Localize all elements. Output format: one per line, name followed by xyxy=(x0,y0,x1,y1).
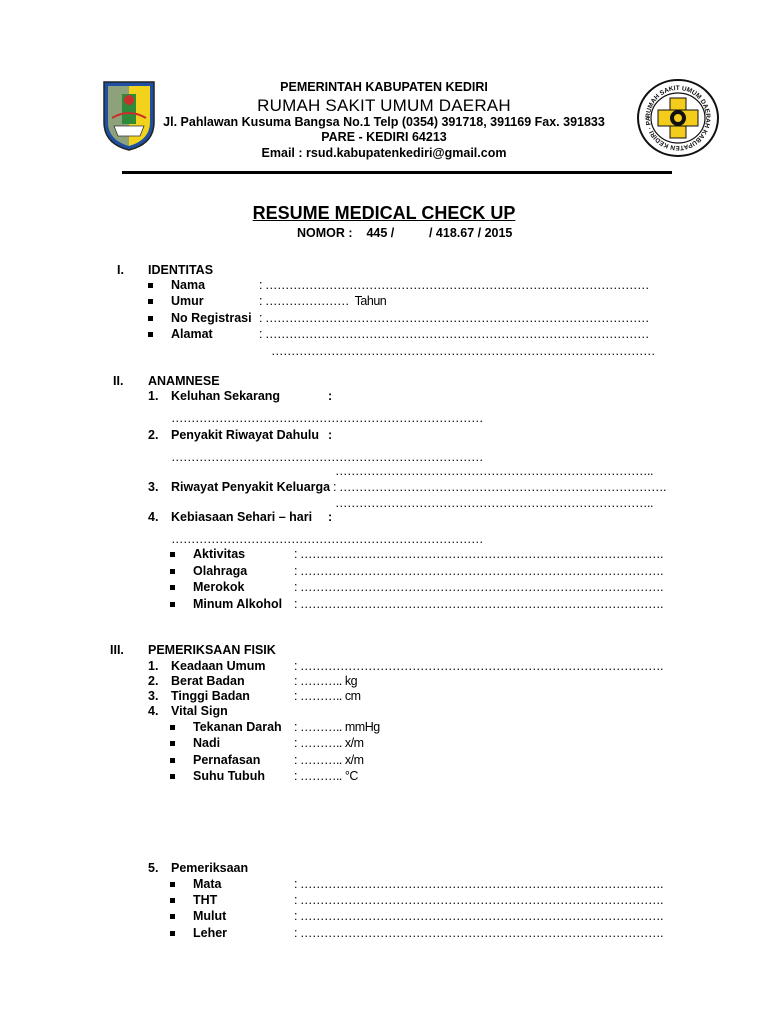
field-label: No Registrasi xyxy=(171,311,252,325)
field-label: Keluhan Sekarang xyxy=(171,389,281,403)
header-rule xyxy=(122,171,672,174)
field-value: : …………………………………………………………………………………… xyxy=(259,278,649,292)
field-colon: : xyxy=(328,510,333,524)
field-label: Nama xyxy=(171,278,206,292)
item-number: 4. xyxy=(148,704,159,718)
section-number: II. xyxy=(113,374,124,388)
field-value: : ………………………………………………………………………………. xyxy=(294,580,663,594)
section-title: PEMERIKSAAN FISIK xyxy=(148,643,276,657)
field-label: Merokok xyxy=(193,580,245,594)
bullet-icon xyxy=(170,931,175,936)
field-value: …………………………………………………………………… xyxy=(171,411,483,425)
document-title: RESUME MEDICAL CHECK UP xyxy=(252,203,516,223)
seal-ring-text: RUMAH SAKIT UMUM DAERAH KABUPATEN KEDIRI · PA xyxy=(644,84,712,152)
field-value: : …………………………………………………………………………………… xyxy=(259,311,649,325)
field-colon: : xyxy=(328,389,333,403)
field-label: Tekanan Darah xyxy=(193,720,282,734)
field-label: THT xyxy=(193,893,218,907)
hospital-address: Jl. Pahlawan Kusuma Bangsa No.1 Telp (0354) 391718, 391169 Fax. 391833 xyxy=(163,115,605,129)
gov-name: PEMERINTAH KABUPATEN KEDIRI xyxy=(280,80,488,94)
item-number: 2. xyxy=(148,674,159,688)
bullet-icon xyxy=(148,283,153,288)
field-value: : ………………………………………………………………………. xyxy=(333,480,666,494)
field-value: : ………………………………………………………………………………. xyxy=(294,877,663,891)
field-colon: : xyxy=(328,428,333,442)
bullet-icon xyxy=(148,299,153,304)
field-value: : ………………………………………………………………………………. xyxy=(294,659,663,673)
section-number: III. xyxy=(110,643,124,657)
field-value: : ………………………………………………………………………………. xyxy=(294,926,663,940)
field-label: Mata xyxy=(193,877,222,891)
field-label: Alamat xyxy=(171,327,213,341)
field-value: : ………………………………………………………………………………. xyxy=(294,597,663,611)
field-value: : ……….. x/m xyxy=(294,736,364,750)
item-number: 3. xyxy=(148,689,159,703)
field-label: Vital Sign xyxy=(171,704,228,718)
field-value: : …………………………………………………………………………………… xyxy=(259,327,649,341)
field-label: Keadaan Umum xyxy=(171,659,266,673)
bullet-icon xyxy=(170,898,175,903)
bullet-icon xyxy=(170,552,175,557)
hospital-city: PARE - KEDIRI 64213 xyxy=(321,130,447,144)
field-label: Kebiasaan Sehari – hari xyxy=(171,510,313,524)
field-label: Olahraga xyxy=(193,564,248,578)
section-title: ANAMNESE xyxy=(148,374,220,388)
document-number: NOMOR : 445 / / 418.67 / 2015 xyxy=(297,226,513,240)
field-label: Riwayat Penyakit Keluarga xyxy=(171,480,331,494)
field-label: Pemeriksaan xyxy=(171,861,249,875)
item-number: 4. xyxy=(148,510,159,524)
field-label: Leher xyxy=(193,926,228,940)
field-value: : ………………………………………………………………………………. xyxy=(294,547,663,561)
hospital-email: Email : rsud.kabupatenkediri@gmail.com xyxy=(261,146,507,160)
field-label: Minum Alkohol xyxy=(193,597,283,611)
field-label: Umur xyxy=(171,294,204,308)
item-number: 1. xyxy=(148,389,159,403)
bullet-icon xyxy=(170,569,175,574)
field-label: Pernafasan xyxy=(193,753,261,767)
field-label: Berat Badan xyxy=(171,674,245,688)
item-number: 3. xyxy=(148,480,159,494)
bullet-icon xyxy=(148,316,153,321)
item-number: 1. xyxy=(148,659,159,673)
field-value: : ……….. kg xyxy=(294,674,358,688)
field-value: : ……….. cm xyxy=(294,689,361,703)
field-label: Tinggi Badan xyxy=(171,689,250,703)
field-value: : ………………………………………………………………………………. xyxy=(294,909,663,923)
field-value: …………………………………………………………………… xyxy=(171,532,483,546)
item-number: 5. xyxy=(148,861,159,875)
bullet-icon xyxy=(170,602,175,607)
field-value: : ………………………………………………………………………………. xyxy=(294,564,663,578)
field-value: : ……….. x/m xyxy=(294,753,364,767)
field-value-continuation: …………………………………………………………………….. xyxy=(335,496,653,510)
bullet-icon xyxy=(170,882,175,887)
field-value-continuation: …………………………………………………………………………………… xyxy=(271,344,655,358)
field-label: Aktivitas xyxy=(193,547,246,561)
item-number: 2. xyxy=(148,428,159,442)
field-label: Suhu Tubuh xyxy=(193,769,265,783)
bullet-icon xyxy=(170,758,175,763)
bullet-icon xyxy=(170,774,175,779)
bullet-icon xyxy=(170,914,175,919)
hospital-name: RUMAH SAKIT UMUM DAERAH xyxy=(257,96,511,115)
field-value-continuation: …………………………………………………………………….. xyxy=(335,464,653,478)
field-value: : ……….. mmHg xyxy=(294,720,380,734)
section-title: IDENTITAS xyxy=(148,263,214,277)
section-number: I. xyxy=(117,263,124,277)
field-value: …………………………………………………………………… xyxy=(171,450,483,464)
bullet-icon xyxy=(170,585,175,590)
bullet-icon xyxy=(148,332,153,337)
field-value: : ………………… Tahun xyxy=(259,294,387,308)
field-label: Mulut xyxy=(193,909,227,923)
field-value: : ……….. °C xyxy=(294,769,358,783)
bullet-icon xyxy=(170,725,175,730)
field-label: Nadi xyxy=(193,736,221,750)
bullet-icon xyxy=(170,741,175,746)
field-label: Penyakit Riwayat Dahulu xyxy=(171,428,319,442)
field-value: : ………………………………………………………………………………. xyxy=(294,893,663,907)
